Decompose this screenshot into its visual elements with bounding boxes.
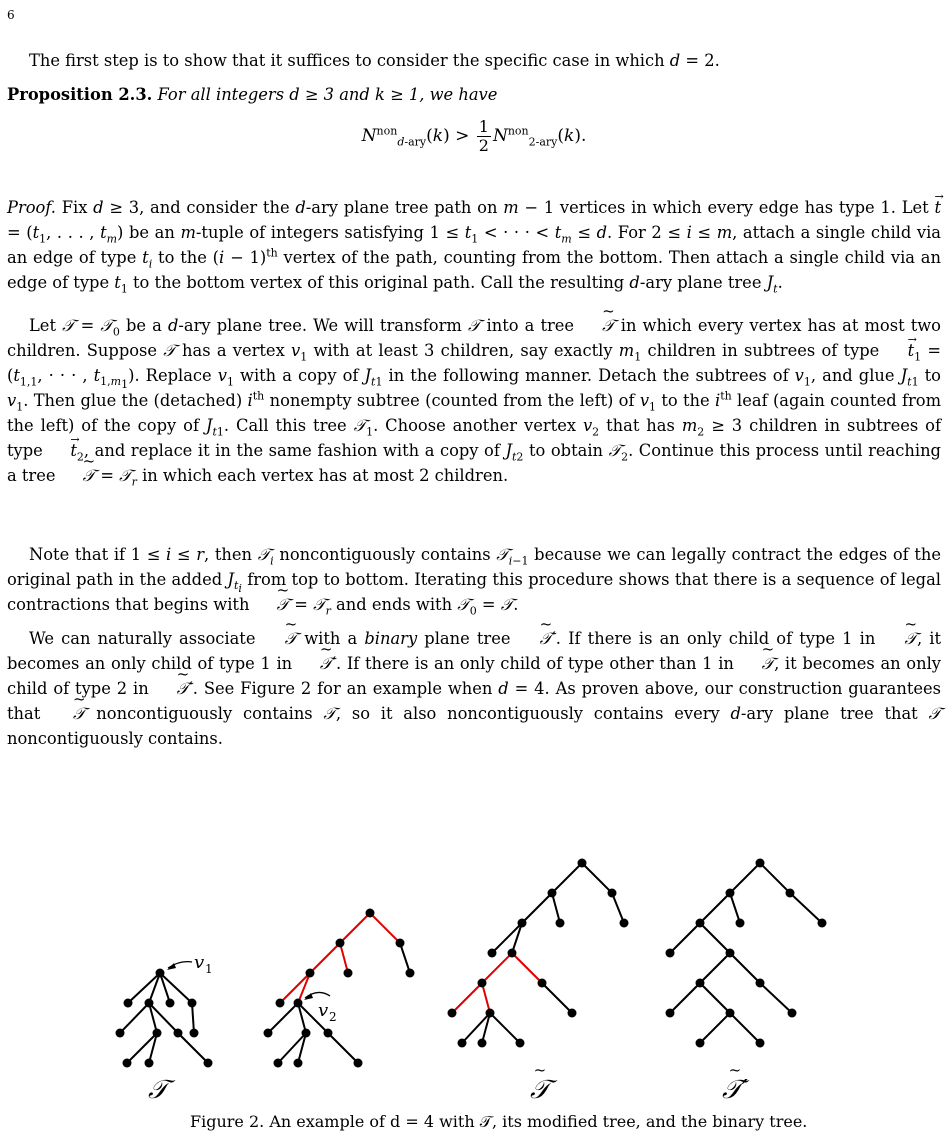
proposition-heading: Proposition 2.3. For all integers d ≥ 3 and k ≥ 1, we have [7,85,498,104]
svg-text:1: 1 [205,962,213,976]
figure-label-T: 𝒯 [148,1075,168,1105]
svg-text:2: 2 [329,1010,337,1024]
label-v1: v [194,952,205,973]
intro-paragraph: The first step is to show that it suffices to consider the specific case in which d = 2. [29,51,720,70]
construction-paragraph: Let 𝒯 = 𝒯$_0$ be a d-ary plane tree. We will transform 𝒯 into a tree ~ 𝒯 in which every vertex has at most two children. Suppose 𝒯 has a vertex $v_1$ with at least 3 children, say exactly $m_1$ children in subtrees of type → $t_1 = (t_{1,1}$, · · · , $t_{1,m_1}$). Replace $v_1$ with a copy of $J_{t1}$ in the following manner. Detach the subtrees of $v_1$, and glue $J_{t1}$ to $v_1$. Then glue the (detached) $i^{th}$ nonempty subtree (counted from the left) of $v_1$ to the $i^{th}$ leaf (again counted from the left) of the copy of $J_{t1}$. Call this tree 𝒯$_1$. Choose another vertex $v_2$ that has $m_2 \ge 3$ children in subtrees of type → $t_2$, and replace it in the same fashion with a copy of $J_{t2}$ to obtain 𝒯$_2$. Continue this process until reaching a tree ~ 𝒯 = 𝒯$_r$ in which each vertex has at most 2 children. [7,313,941,488]
contraction-paragraph: Note that if 1 ≤ i ≤ r, then 𝒯$_i$ noncontiguously contains 𝒯$_{i-1}$ because we can legally contract the edges of the original path in the added $J_{t_i}$ from top to bottom. Iterating this procedure shows that there is a sequence of legal contractions that begins with ~ 𝒯 = 𝒯$_r$ and ends with 𝒯$_0$ = 𝒯. [7,542,941,617]
tree-T-tilde-nodes [448,859,629,1048]
tree-T [120,973,208,1063]
proof-paragraph: Proof. Fix d ≥ 3, and consider the d-ary plane tree path on m − 1 vertices in which every edge has type 1. Let → $t = (t_1$, . . . , $t_m$) be an m-tuple of integers satisfying $1 \le t_1$ < · · · < $t_m \le d$. For 2 ≤ i ≤ m, attach a single child via an edge of type $t_i$ to the $(i - 1)^{th}$ vertex of the path, counting from the bottom. Then attach a single child via an edge of type $t_1$ to the bottom vertex of this original path. Call the resulting d-ary plane tree $J_t$. [7,195,941,295]
figure-label-T-tilde: ~ 𝒯 [530,1075,550,1106]
figure-label-T-tilde-prime: ~ 𝒯′ [722,1075,748,1106]
label-v2: v [318,1000,329,1021]
figure-caption: Figure 2. An example of d = 4 with 𝒯, its modified tree, and the binary tree. [190,1112,808,1131]
tree-T-tilde [452,863,624,1043]
binary-paragraph: We can naturally associate ~ 𝒯 with a binary plane tree ~ 𝒯′. If there is an only child of type 1 in ~ 𝒯, it becomes an only child of type 1 in ~ 𝒯′. If there is an only child of type other than 1 in ~ 𝒯, it becomes an only child of type 2 in ~ 𝒯′. See Figure 2 for an example when d = 4. As proven above, our construction guarantees that ~ 𝒯 noncontiguously contains 𝒯, so it also noncontiguously contains every d-ary plane tree that 𝒯 noncontiguously contains. [7,626,941,751]
tree-T1 [268,913,410,1063]
page-number: 6 [7,8,15,22]
tree-T-tilde-prime-nodes [666,859,827,1048]
figure-trees [0,840,948,1110]
proposition-display-equation: $N^{non}_{d-ary}(k)$ > $\frac{1}{2}$ $N^{non}_{2-ary}(k)$. [361,117,587,155]
proposition-label: Proposition 2.3. [7,85,153,104]
tree-T-tilde-prime [670,863,822,1043]
